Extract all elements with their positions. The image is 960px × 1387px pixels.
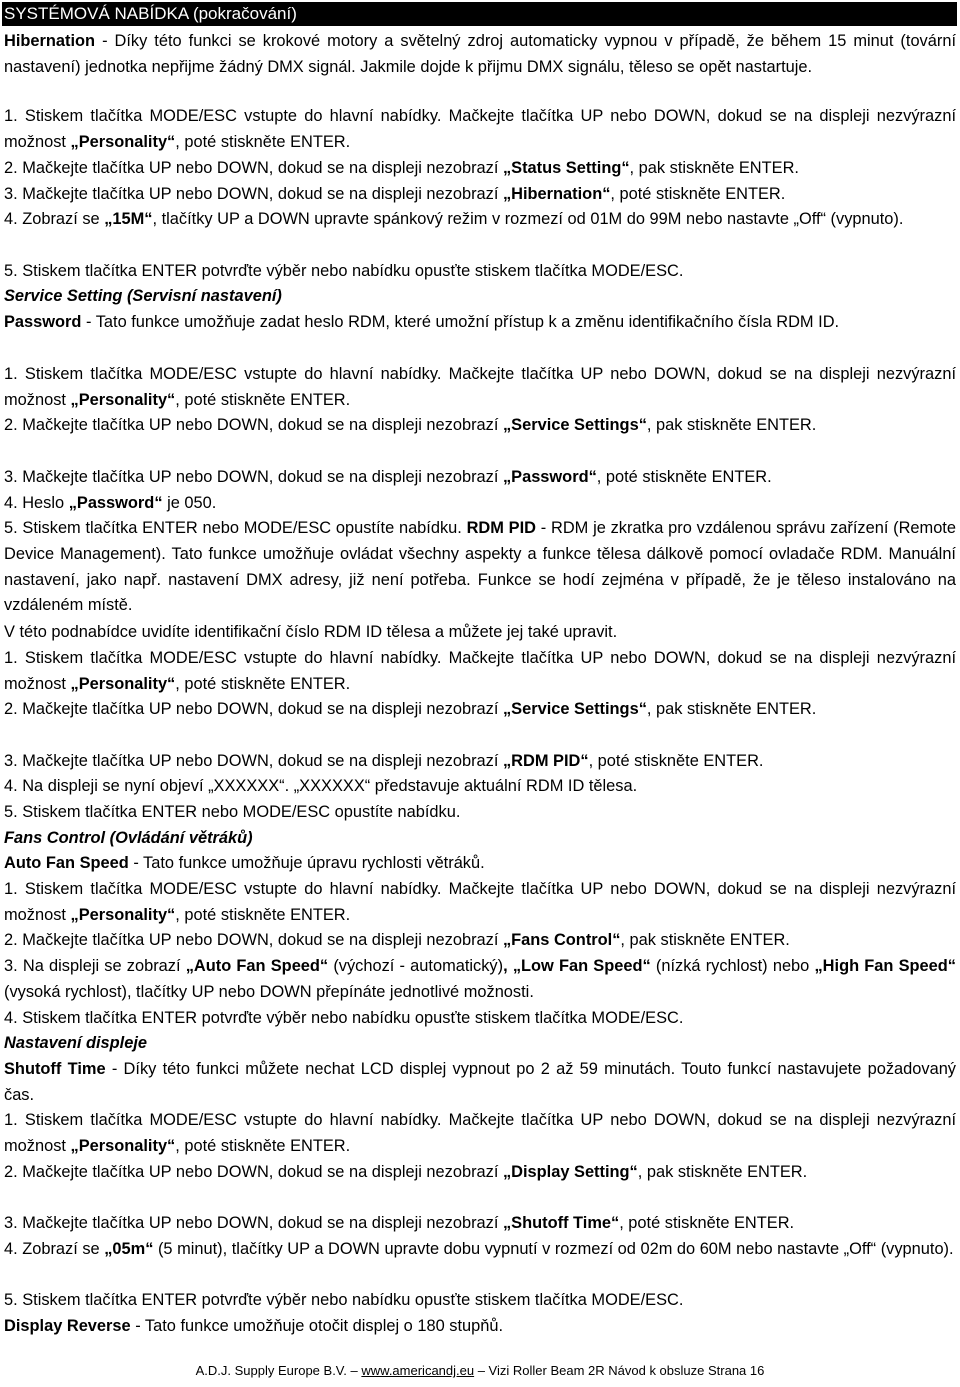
auto-fan-term: Auto Fan Speed (4, 854, 129, 872)
hibernation-desc: - Díky této funkci se krokové motory a světelný zdroj automaticky vypnou v případě, že během 15 minut (tovární nastavení) jednotka nepřijme žádný DMX signál. Jakmile dojde k přijmu DMX signálu, těleso se opět nastartuje. (4, 32, 956, 76)
section-header: SYSTÉMOVÁ NABÍDKA (pokračování) (2, 2, 957, 26)
shutoff-term: Shutoff Time (4, 1060, 106, 1078)
rdm-step-1: 1. Stiskem tlačítka MODE/ESC vstupte do hlavní nabídky. Mačkejte tlačítka UP nebo DOWN, dokud se na displeji nezvýrazní možnost „Personality“, poté stiskněte ENTER. (4, 649, 956, 693)
hibernation-step-1: 1. Stiskem tlačítka MODE/ESC vstupte do hlavní nabídky. Mačkejte tlačítka UP nebo DOWN, dokud se na displeji nezvýrazní možnost „Personality“, poté stiskněte ENTER. (4, 107, 956, 151)
footer-link[interactable]: www.americandj.eu (361, 1363, 475, 1378)
rdm-step-2: 2. Mačkejte tlačítka UP nebo DOWN, dokud se na displeji nezobrazí „Service Settings“, pak stiskněte ENTER. (4, 700, 817, 718)
fans-step-2: 2. Mačkejte tlačítka UP nebo DOWN, dokud se na displeji nezobrazí „Fans Control“, pak stiskněte ENTER. (4, 931, 790, 949)
hibernation-step-5: 5. Stiskem tlačítka ENTER potvrďte výběr nebo nabídku opusťte stiskem tlačítka MODE/ESC. (4, 262, 684, 280)
hibernation-term: Hibernation (4, 32, 96, 50)
display-step-4: 4. Zobrazí se „05m“ (5 minut), tlačítky UP a DOWN upravte dobu vypnutí v rozmezí od 02m do 60M nebo nastavte „Off“ (vypnuto). (4, 1240, 954, 1258)
hibernation-step-4: 4. Zobrazí se „15M“, tlačítky UP a DOWN upravte spánkový režim v rozmezí od 01M do 99M nebo nastavte „Off“ (vypnuto). (4, 210, 904, 228)
password-paragraph: Password - Tato funkce umožňuje zadat heslo RDM, které umožní přístup k a změnu identifikačního čísla RDM ID. (4, 313, 840, 331)
service-step-2: 2. Mačkejte tlačítka UP nebo DOWN, dokud se na displeji nezobrazí „Service Settings“, pak stiskněte ENTER. (4, 416, 817, 434)
rdm-step-4: 4. Na displeji se nyní objeví „XXXXXX“. „XXXXXX“ představuje aktuální RDM ID tělesa. (4, 777, 638, 795)
password-term: Password (4, 313, 82, 331)
service-heading: Service Setting (Servisní nastavení) (4, 287, 282, 305)
display-reverse-paragraph: Display Reverse - Tato funkce umožňuje otočit displej o 180 stupňů. (4, 1317, 504, 1335)
fans-step-4: 4. Stiskem tlačítka ENTER potvrďte výběr nebo nabídku opusťte stiskem tlačítka MODE/ESC. (4, 1009, 684, 1027)
page-footer (0, 1362, 960, 1380)
hibernation-step-2: 2. Mačkejte tlačítka UP nebo DOWN, dokud se na displeji nezobrazí „Status Setting“, pak stiskněte ENTER. (4, 159, 799, 177)
footer-page-info: – Vizi Roller Beam 2R Návod k obsluze Strana 16 (477, 1363, 765, 1378)
display-reverse-term: Display Reverse (4, 1317, 131, 1335)
footer-company: A.D.J. Supply Europe B.V. – (195, 1363, 358, 1378)
service-step-1: 1. Stiskem tlačítka MODE/ESC vstupte do hlavní nabídky. Mačkejte tlačítka UP nebo DOWN, dokud se na displeji nezvýrazní možnost „Personality“, poté stiskněte ENTER. (4, 365, 956, 409)
display-step-1: 1. Stiskem tlačítka MODE/ESC vstupte do hlavní nabídky. Mačkejte tlačítka UP nebo DOWN, dokud se na displeji nezvýrazní možnost „Personality“, poté stiskněte ENTER. (4, 1111, 956, 1155)
display-step-3: 3. Mačkejte tlačítka UP nebo DOWN, dokud se na displeji nezobrazí „Shutoff Time“, poté stiskněte ENTER. (4, 1214, 795, 1232)
rdm-step-3: 3. Mačkejte tlačítka UP nebo DOWN, dokud se na displeji nezobrazí „RDM PID“, poté stiskněte ENTER. (4, 752, 764, 770)
rdm-term: RDM PID (466, 519, 537, 537)
fans-heading: Fans Control (Ovládání větráků) (4, 829, 253, 847)
hibernation-step-3: 3. Mačkejte tlačítka UP nebo DOWN, dokud se na displeji nezobrazí „Hibernation“, poté stiskněte ENTER. (4, 185, 786, 203)
service-step-4: 4. Heslo „Password“ je 050. (4, 494, 217, 512)
rdm-intro: V této podnabídce uvidíte identifikační číslo RDM ID tělesa a můžete jej také upravit. (4, 623, 618, 641)
rdm-step-5: 5. Stiskem tlačítka ENTER nebo MODE/ESC opustíte nabídku. (4, 803, 461, 821)
service-step-3: 3. Mačkejte tlačítka UP nebo DOWN, dokud se na displeji nezobrazí „Password“, poté stiskněte ENTER. (4, 468, 772, 486)
fans-step-3: 3. Na displeji se zobrazí „Auto Fan Speed“ (výchozí - automatický), „Low Fan Speed“ (nízká rychlost) nebo „High Fan Speed“ (vysoká rychlost), tlačítky UP nebo DOWN přepínáte jednotlivé možnosti. (4, 957, 956, 1001)
fans-step-1: 1. Stiskem tlačítka MODE/ESC vstupte do hlavní nabídky. Mačkejte tlačítka UP nebo DOWN, dokud se na displeji nezvýrazní možnost „Personality“, poté stiskněte ENTER. (4, 880, 956, 924)
rdm-paragraph: 5. Stiskem tlačítka ENTER nebo MODE/ESC opustíte nabídku. RDM PID - RDM je zkratka pro vzdálenou správu zařízení (Remote Device Management). Tato funkce umožňuje ovládat všechny aspekty a funkce tělesa dálkově pomocí ovladače RDM. Manuální nastavení, jako např. nastavení DMX adresy, již není potřeba. Funkce se hodí zejména v případě, že je těleso instalováno na vzdáleném místě. (4, 519, 956, 615)
shutoff-paragraph: Shutoff Time - Díky této funkci můžete nechat LCD displej vypnout po 2 až 59 minutách. Touto funkcí nastavujete požadovaný čas. (4, 1060, 957, 1104)
auto-fan-paragraph: Auto Fan Speed - Tato funkce umožňuje úpravu rychlosti větráků. (4, 854, 485, 872)
display-heading: Nastavení displeje (4, 1034, 148, 1052)
display-step-2: 2. Mačkejte tlačítka UP nebo DOWN, dokud se na displeji nezobrazí „Display Setting“, pak stiskněte ENTER. (4, 1163, 808, 1181)
display-step-5: 5. Stiskem tlačítka ENTER potvrďte výběr nebo nabídku opusťte stiskem tlačítka MODE/ESC. (4, 1291, 684, 1309)
hibernation-paragraph (4, 29, 956, 81)
